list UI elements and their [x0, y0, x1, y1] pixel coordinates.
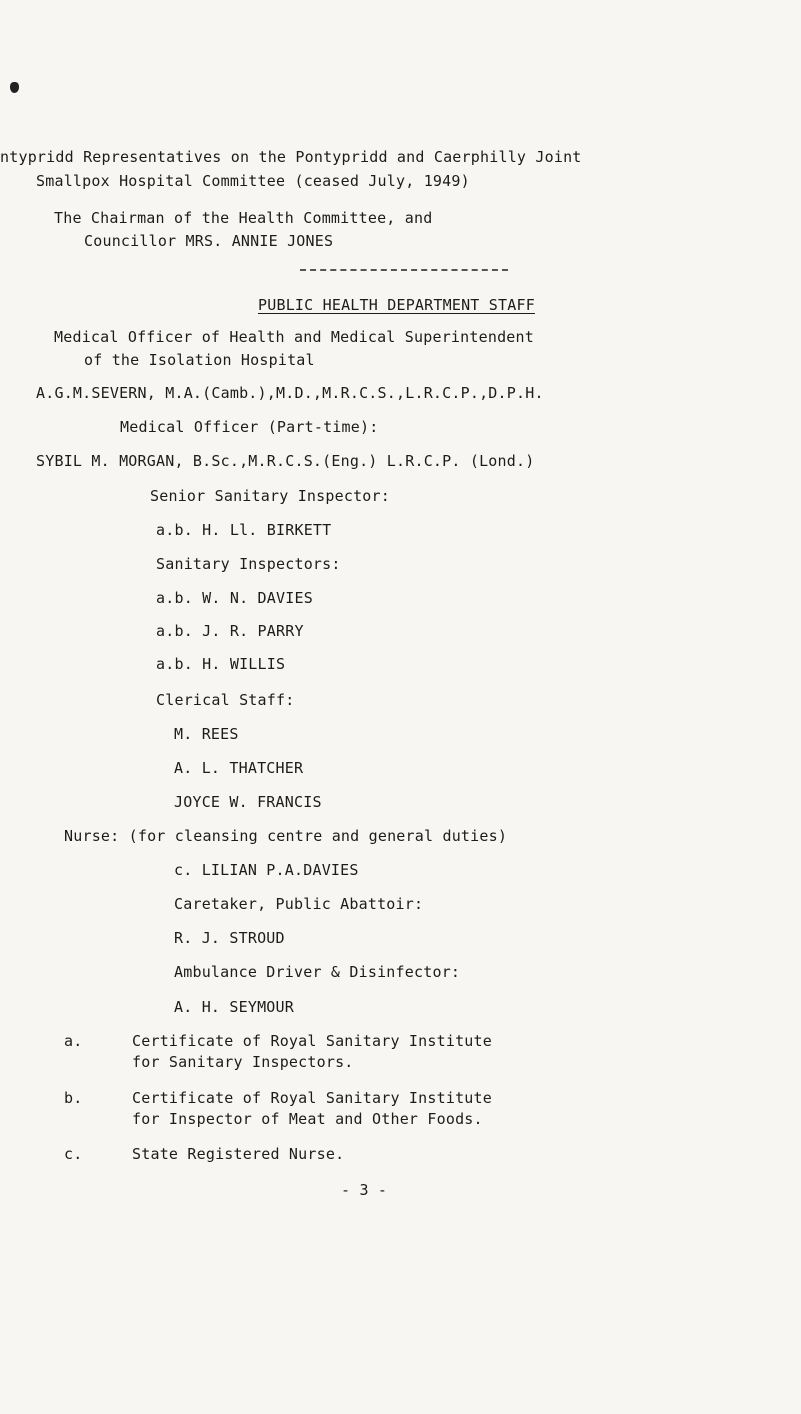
header-line-4: Councillor MRS. ANNIE JONES: [84, 232, 334, 250]
moh-title-1: Medical Officer of Health and Medical Superintendent: [54, 328, 534, 346]
sanitary-inspector-3: a.b. H. WILLIS: [156, 655, 286, 673]
ambulance-title: Ambulance Driver & Disinfector:: [174, 963, 461, 981]
sanitary-inspectors-title: Sanitary Inspectors:: [156, 555, 341, 573]
medical-officer-title: Medical Officer (Part-time):: [120, 418, 379, 436]
nurse-name: c. LILIAN P.A.DAVIES: [174, 861, 359, 879]
senior-inspector-title: Senior Sanitary Inspector:: [150, 487, 390, 505]
footnote-key: b.: [64, 1089, 83, 1107]
caretaker-name: R. J. STROUD: [174, 929, 285, 947]
medical-officer-name: SYBIL M. MORGAN, B.Sc.,M.R.C.S.(Eng.) L.R.C.P. (Lond.): [36, 452, 535, 470]
footnote-text-line-1: Certificate of Royal Sanitary Institute: [132, 1032, 492, 1050]
nurse-title: Nurse: (for cleansing centre and general duties): [64, 827, 508, 845]
sanitary-inspector-1: a.b. W. N. DAVIES: [156, 589, 313, 607]
footnote-key: a.: [64, 1032, 83, 1050]
footnote-text-line-2: for Sanitary Inspectors.: [132, 1053, 354, 1071]
header-line-1: ntypridd Representatives on the Pontypridd and Caerphilly Joint: [0, 148, 582, 166]
header-line-3: The Chairman of the Health Committee, and: [54, 209, 433, 227]
ambulance-name: A. H. SEYMOUR: [174, 998, 294, 1016]
page-number: - 3 -: [341, 1181, 388, 1199]
moh-name: A.G.M.SEVERN, M.A.(Camb.),M.D.,M.R.C.S.,L.R.C.P.,D.P.H.: [36, 384, 544, 402]
moh-title-2: of the Isolation Hospital: [84, 351, 315, 369]
binding-hole-mark: [10, 82, 19, 93]
section-heading: PUBLIC HEALTH DEPARTMENT STAFF: [258, 296, 535, 314]
clerical-staff-3: JOYCE W. FRANCIS: [174, 793, 322, 811]
clerical-staff-2: A. L. THATCHER: [174, 759, 304, 777]
clerical-staff-1: M. REES: [174, 725, 239, 743]
caretaker-title: Caretaker, Public Abattoir:: [174, 895, 424, 913]
footnote-key: c.: [64, 1145, 83, 1163]
section-divider: [300, 269, 508, 271]
senior-inspector-name: a.b. H. Ll. BIRKETT: [156, 521, 332, 539]
footnote-text-line-1: State Registered Nurse.: [132, 1145, 345, 1163]
sanitary-inspector-2: a.b. J. R. PARRY: [156, 622, 304, 640]
header-line-2: Smallpox Hospital Committee (ceased July, 1949): [36, 172, 470, 190]
footnote-text-line-1: Certificate of Royal Sanitary Institute: [132, 1089, 492, 1107]
footnote-text-line-2: for Inspector of Meat and Other Foods.: [132, 1110, 483, 1128]
clerical-staff-title: Clerical Staff:: [156, 691, 295, 709]
